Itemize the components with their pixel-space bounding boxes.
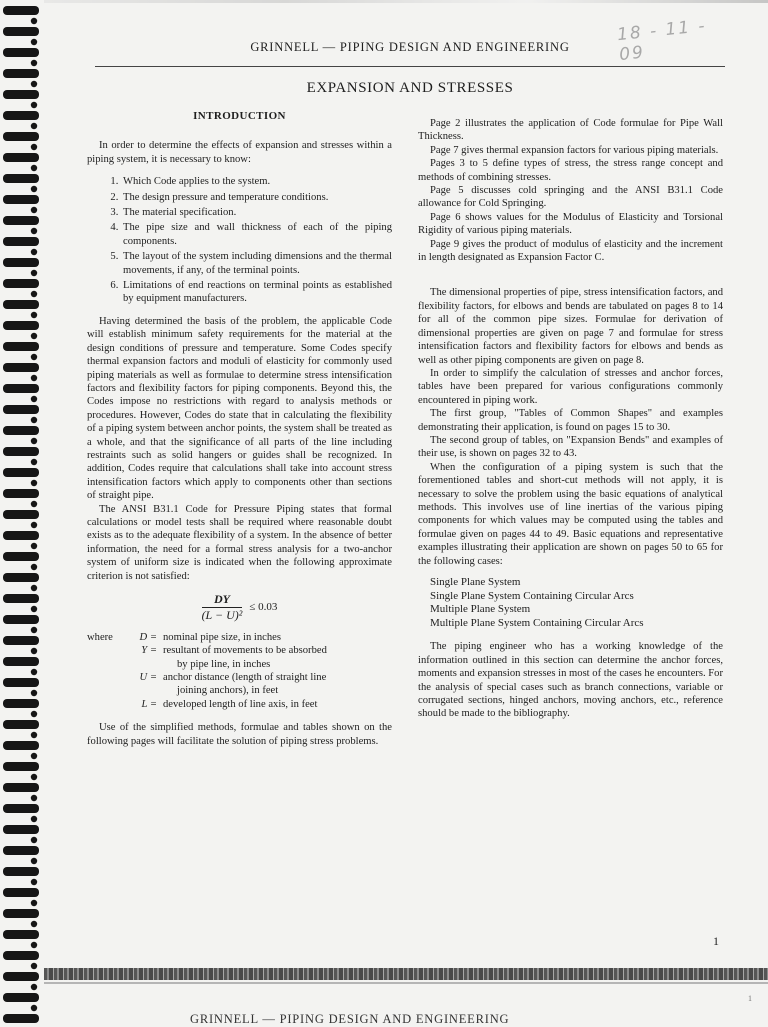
- introduction-heading: INTRODUCTION: [193, 110, 286, 122]
- scan-edge: [44, 0, 768, 3]
- page-reference: Page 2 illustrates the application of Code formulae for Pipe Wall Thickness.: [418, 118, 723, 143]
- left-column: [87, 110, 392, 748]
- body-paragraph: The dimensional properties of pipe, stress intensification factors, and flexibility factors, for elbows and bends are tabulated on pages 8 to 14 for all of the common pipe sizes. Formulae for derivation of dimensional properties are given on page 7 and formulae for stress intensification factors and flexibility factors for elbows and bends as well as other piping components are given on page 8.: [418, 287, 723, 366]
- case-item: Multiple Plane System Containing Circular Arcs: [430, 616, 644, 629]
- body-paragraph: When the configuration of a piping system is such that the forementioned tables and short-cut methods will not apply, it is necessary to solve the problem using the basic equations of analytical methods. This involves use of line inertias of the various piping components for which values may be computed using the tables and formulae given on pages 44 to 49. Basic equations and representative examples illustrating their application are shown on pages 50 to 65 for the following cases:: [418, 461, 723, 567]
- list-item: 3. The material specification.: [121, 206, 392, 219]
- body-paragraph: The second group of tables, on "Expansion Bends" and examples of their use, is shown on pages 32 to 43.: [418, 434, 723, 460]
- definition-text: nominal pipe size, in inches: [163, 631, 281, 643]
- definition-symbol: U: [139, 672, 148, 684]
- page-reference: Pages 3 to 5 define types of stress, the stress range concept and methods of combining stresses.: [418, 158, 723, 183]
- definition-symbol: Y: [141, 645, 148, 657]
- closing-paragraph: The piping engineer who has a working knowledge of the information outlined in this section can determine the anchor forces, moments and expansion stresses in most of the cases he encounters. For the analysis of special cases such as branch connections, variable or corrugated sections, hinged anchors, moving anchors, etc., reference should be made to the bibliography.: [418, 641, 723, 720]
- case-item: Single Plane System: [430, 576, 521, 588]
- section-title: EXPANSION AND STRESSES: [306, 80, 514, 96]
- body-paragraph: In order to simplify the calculation of stresses and anchor forces, tables have been prepared for various configurations commonly encountered in piping work.: [418, 367, 723, 406]
- next-page-running-head: GRINNELL — PIPING DESIGN AND ENGINEERING: [190, 1012, 510, 1026]
- running-head: GRINNELL — PIPING DESIGN AND ENGINEERING: [250, 40, 570, 54]
- analysis-cases: [430, 576, 723, 630]
- formula-definitions: where D = nominal pipe size, in inches Y = resultant of movements to be absorbed by pipe line, in inches U = anchor distance (length of straight line joining anchors), in feet L = developed length of line axis, in feet: [87, 631, 392, 711]
- body-paragraph: The first group, "Tables of Common Shapes" and examples demonstrating their application, is found on pages 15 to 30.: [418, 408, 723, 433]
- case-item: Multiple Plane System: [430, 603, 531, 616]
- page-number: 1: [713, 934, 719, 948]
- list-item: 5. The layout of the system including dimensions and the thermal movements, if any, of the terminal points.: [121, 250, 392, 277]
- formula-fraction: [202, 593, 243, 623]
- page-edge-band: [44, 968, 768, 980]
- closing-paragraph: Use of the simplified methods, formulae and tables shown on the following pages will facilitate the solution of piping stress problems.: [87, 722, 392, 747]
- flexibility-criterion-formula: [87, 593, 392, 623]
- list-item: 2. The design pressure and temperature conditions.: [121, 191, 392, 204]
- definition-symbol: D: [139, 631, 148, 643]
- formula-denominator: (L − U)²: [201, 608, 243, 623]
- page-reference: Page 9 gives the product of modulus of elasticity and the increment in length designated as Expansion Factor C.: [418, 238, 723, 264]
- list-item: 1. Which Code applies to the system.: [121, 175, 392, 188]
- formula-numerator: DY: [202, 593, 243, 608]
- where-label: where: [87, 631, 113, 643]
- body-paragraph: The ANSI B31.1 Code for Pressure Piping states that formal calculations or model tests shall be required where reasonable doubt exists as to the adequate flexibility of a system. In the absence of better information, the need for a formal stress analysis for a two-anchor system of uniform size is indicated when the following approximate criterion is not satisfied:: [87, 503, 392, 582]
- definition-text: developed length of line axis, in feet: [163, 698, 318, 710]
- page-reference: Page 6 shows values for the Modulus of Elasticity and Torsional Rigidity of various piping materials.: [418, 211, 723, 237]
- list-item: 6. Limitations of end reactions on terminal points as established by equipment manufacturers.: [121, 279, 392, 306]
- spiral-binding: [0, 0, 46, 1024]
- page-reference: Page 5 discusses cold springing and the ANSI B31.1 Code allowance for Cold Springing.: [418, 185, 723, 210]
- case-item: Single Plane System Containing Circular Arcs: [430, 589, 634, 602]
- handwritten-date: 18 - 11 - 09: [616, 15, 708, 66]
- list-item: 4. The pipe size and wall thickness of each of the piping components.: [121, 221, 392, 248]
- definition-symbol: L: [141, 698, 148, 710]
- definition-text: resultant of movements to be absorbed by pipe line, in inches: [163, 645, 327, 670]
- right-column: [418, 117, 723, 721]
- page-reference: Page 7 gives thermal expansion factors for various piping materials.: [430, 144, 719, 156]
- requirements-list: [87, 175, 392, 306]
- body-paragraph: Having determined the basis of the problem, the applicable Code will establish minimum safety requirements for the material at the design conditions of pressure and temperature. Some Codes specify thermal expansion factors and moduli of elasticity for commonly used piping materials as well as formulae to determine stress intensification factors and flexibility factors for piping components. Beyond this, the Codes impose no restrictions with regard to analysis methods or procedures. However, Codes do state that in calculating the flexibility of a piping system between anchor points, the system shall be treated as a whole, and that the significance of all parts of the line including restraints such as solid hangers or guides shall be recognized. In addition, Codes require that calculations shall take into account stress intensification factors which apply to components other than sections of straight pipe.: [87, 315, 392, 502]
- formula-criterion: ≤ 0.03: [249, 601, 278, 614]
- definition-text: anchor distance (length of straight line joining anchors), in feet: [163, 672, 327, 697]
- intro-lead-paragraph: In order to determine the effects of expansion and stresses within a piping system, it is necessary to know:: [87, 140, 392, 165]
- header-rule: [95, 66, 725, 67]
